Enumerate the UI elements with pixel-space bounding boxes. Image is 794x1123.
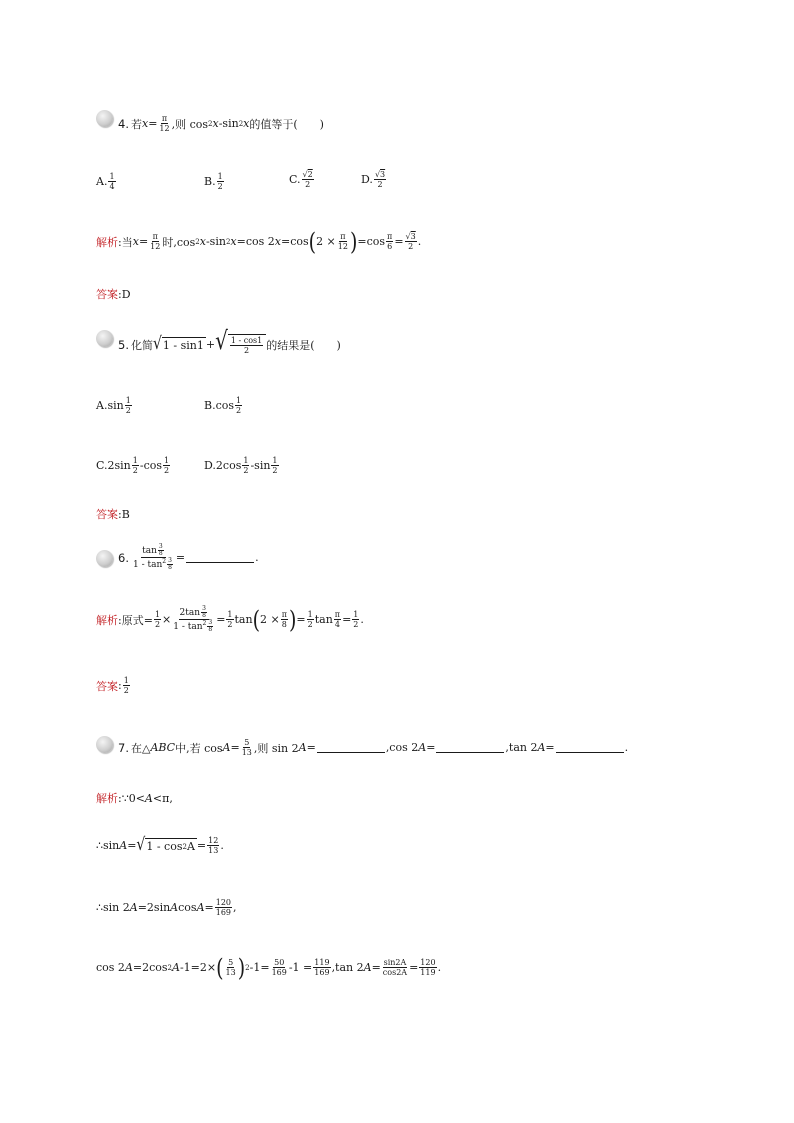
den: 2 [377, 180, 383, 189]
text: 2 × [260, 613, 280, 626]
var: x [230, 235, 237, 248]
text: 1 - tan [132, 560, 163, 570]
option-label: C.2sin [96, 459, 131, 472]
text: + [205, 338, 216, 351]
num: 1 [123, 676, 129, 685]
var: A [537, 741, 546, 754]
option-d [361, 170, 387, 189]
paren: ( [252, 605, 260, 634]
radicand: 1 - sin1 [162, 339, 204, 352]
den: 2 [243, 466, 249, 475]
option-label: A.sin [96, 399, 124, 412]
option-b [204, 172, 225, 191]
num: 3 [158, 543, 163, 550]
fraction [132, 456, 139, 475]
fraction [242, 456, 249, 475]
question-bullet-icon [96, 736, 113, 753]
option-d [204, 456, 280, 475]
den: 169 [271, 968, 287, 977]
fraction [352, 610, 359, 629]
sqrt [152, 333, 206, 354]
fraction [271, 456, 278, 475]
text: -1= [249, 961, 270, 974]
text: tan [314, 613, 333, 626]
text: :原式= [118, 613, 153, 627]
fraction [405, 232, 417, 251]
fraction [419, 958, 436, 977]
text: =cos [357, 235, 386, 248]
question-number: 7. [118, 740, 129, 755]
text: =cos [280, 235, 309, 248]
question-6-stem [118, 544, 259, 571]
text: = [371, 961, 381, 974]
var: A [418, 741, 427, 754]
den: 13 [241, 748, 252, 757]
text: =cos 2 [236, 235, 275, 248]
text: -1 = [288, 961, 313, 974]
radical-sign: √ [152, 333, 162, 354]
num: 1 [227, 610, 233, 619]
text: . [220, 839, 224, 852]
text: = [409, 961, 419, 974]
text: 中,若 cos [175, 741, 223, 755]
text: = [175, 551, 186, 564]
option-c [289, 170, 315, 189]
option-label: D.2cos [204, 459, 242, 472]
sqrt [136, 834, 196, 855]
text: :当 [118, 235, 133, 249]
num: 1 [243, 456, 249, 465]
den: 4 [109, 182, 115, 191]
den: 4 [334, 620, 340, 629]
den: 2 [164, 466, 170, 475]
num: sin2A [383, 958, 407, 967]
den: 2 [154, 620, 161, 629]
den: 13 [208, 846, 219, 855]
var: A [186, 840, 195, 853]
den: 8 [281, 620, 287, 629]
var: x [212, 117, 219, 130]
fraction [167, 558, 173, 571]
num: 3 [208, 619, 213, 626]
var: A [170, 901, 179, 914]
text: 在△ [130, 741, 151, 755]
radicand: 1 - cos 2 A [146, 840, 195, 853]
text: 2 × [316, 235, 336, 248]
paren: ) [237, 953, 246, 982]
fraction [172, 606, 215, 633]
answer-blank-cos2a[interactable] [436, 742, 504, 753]
num: 1 [125, 396, 131, 405]
num: π [387, 232, 393, 241]
fraction [235, 396, 242, 415]
fraction [123, 676, 130, 695]
text: 时,cos [162, 235, 196, 249]
den: 119 [420, 968, 436, 977]
den: 2 [236, 406, 242, 415]
option-a [96, 172, 117, 191]
question-number: 5. [118, 337, 129, 352]
text: ,tan 2 [505, 741, 538, 754]
fraction [158, 544, 164, 557]
solution-label: 解析 [96, 235, 118, 249]
option-label: B. [204, 175, 216, 188]
text: 化简 [130, 338, 153, 352]
text: : [118, 679, 122, 692]
fraction [281, 610, 288, 629]
radicand: 3 [410, 232, 416, 241]
exp: 2 [202, 620, 207, 627]
num: √3 [374, 170, 386, 179]
num: 1 [217, 172, 223, 181]
question-6-solution [96, 606, 364, 633]
text: = [127, 839, 137, 852]
fraction [241, 738, 253, 757]
den: 8 [168, 564, 172, 571]
question-bullet-icon [96, 110, 113, 127]
var: A [119, 839, 128, 852]
text: = [230, 741, 240, 754]
var: A [124, 961, 133, 974]
fraction [207, 836, 219, 855]
den: 2 [132, 466, 138, 475]
text: . [417, 235, 422, 248]
num: 1 [132, 456, 138, 465]
text: 1 - tan [173, 622, 203, 632]
fraction [158, 114, 170, 133]
den: 169 [215, 908, 232, 917]
radicand: 3 [380, 170, 386, 179]
var: A [196, 901, 205, 914]
question-7-solution-line-4: cos 2 A =2cos 2 A -1=2× ( $\frac{5}{13}$ ) 2 -1= $\frac{50}{169}$ -1 = $\frac{119}{169}$ ,tan 2 A = $\frac{\sin 2A}{\cos 2A}$ = $\frac{120}{119}$ . [96, 953, 442, 982]
num: π [281, 610, 287, 619]
fraction [230, 336, 263, 355]
text: ∴sin [96, 839, 120, 852]
den: 2 [125, 406, 131, 415]
text: ,tan 2 [331, 961, 364, 974]
var: x [274, 235, 281, 248]
question-5-answer [96, 506, 130, 522]
var: A [363, 961, 372, 974]
var: x [132, 235, 139, 248]
text: = [204, 901, 214, 914]
question-7-stem [118, 738, 628, 757]
fraction [313, 958, 330, 977]
num: 120 [215, 898, 232, 907]
text: . [437, 961, 442, 974]
text: -sin [218, 117, 239, 130]
text: = [394, 235, 404, 248]
var: x [199, 235, 206, 248]
sqrt [215, 325, 266, 356]
num: 3 [168, 557, 172, 564]
den: 169 [314, 968, 330, 977]
num: 5 [228, 958, 234, 967]
text: cos [178, 901, 197, 914]
num [179, 606, 209, 620]
text: . [624, 741, 629, 754]
fraction [163, 456, 170, 475]
text: = [545, 741, 555, 754]
text: tan [142, 546, 157, 556]
num: 5 [244, 738, 250, 747]
fraction [201, 606, 207, 619]
fraction [386, 232, 393, 251]
var: A [222, 741, 231, 754]
num: 3 [202, 605, 206, 612]
text: 2tan [179, 608, 201, 618]
radicand [228, 334, 266, 355]
den: 2 [307, 620, 313, 629]
den: 2 [305, 180, 311, 189]
fraction [108, 172, 115, 191]
fraction [149, 232, 161, 251]
answer-blank-tan2a[interactable] [556, 742, 624, 753]
fraction [132, 544, 175, 571]
num: 1 [236, 396, 242, 405]
answer-label: 答案 [96, 508, 118, 521]
text: ∴sin 2 [96, 901, 130, 914]
fraction [307, 610, 314, 629]
fraction [337, 232, 349, 251]
text: × [162, 613, 172, 626]
question-5-stem [118, 325, 341, 356]
den: cos2A [382, 968, 408, 977]
den: 13 [225, 968, 236, 977]
text: ,cos 2 [385, 741, 419, 754]
den: 2 [408, 242, 414, 251]
text: . [360, 613, 364, 626]
den: 2 [227, 620, 233, 629]
question-7-solution-line-1 [96, 790, 173, 806]
fraction [217, 172, 224, 191]
var: A [298, 741, 307, 754]
option-label: A. [96, 175, 108, 188]
num: 1 [109, 172, 115, 181]
den: 12 [150, 242, 161, 251]
fraction [226, 610, 233, 629]
num: 1 [164, 456, 170, 465]
paren: ( [308, 227, 317, 256]
answer-value: :D [118, 287, 131, 301]
text: ,则 cos [171, 117, 209, 131]
num: 119 [314, 958, 330, 967]
text: , [233, 901, 237, 914]
text: = [306, 741, 316, 754]
num: 50 [274, 958, 285, 967]
fraction [225, 958, 237, 977]
text: 若 [130, 117, 142, 131]
var: A [129, 901, 138, 914]
fraction [271, 958, 288, 977]
text: = [296, 613, 306, 626]
question-bullet-icon [96, 550, 113, 567]
text: = [216, 613, 226, 626]
question-7-solution-line-3 [96, 898, 237, 917]
option-label: D. [361, 173, 373, 186]
text: = [426, 741, 436, 754]
radical-sign: √ [136, 834, 146, 855]
den: 8 [208, 626, 213, 633]
question-4-answer [96, 286, 131, 302]
text: . [255, 551, 259, 564]
text: -cos [139, 459, 163, 472]
text: =2sin [137, 901, 171, 914]
question-6-answer [96, 676, 131, 695]
answer-label: 答案 [96, 679, 118, 693]
den [132, 558, 175, 571]
var: ABC [150, 741, 176, 754]
text: <π, [152, 791, 173, 805]
question-bullet-icon [96, 330, 113, 347]
text: 的结果是( ) [266, 338, 341, 352]
text: =2cos [132, 961, 168, 974]
text: :∵0< [118, 791, 145, 805]
fraction [334, 610, 341, 629]
den: 8 [202, 612, 206, 619]
var: A [172, 961, 180, 974]
solution-label: 解析 [96, 792, 118, 805]
num [141, 544, 166, 558]
option-c [96, 456, 171, 475]
var: A [144, 791, 153, 805]
solution-label: 解析 [96, 613, 118, 627]
paren: ) [349, 227, 358, 256]
text: -sin [250, 459, 271, 472]
text: tan [234, 613, 253, 626]
num: π [340, 232, 346, 241]
num: 1 [154, 610, 161, 619]
fraction [374, 170, 386, 189]
den: 12 [337, 242, 348, 251]
text: ,则 sin 2 [253, 741, 299, 755]
text: = [148, 117, 158, 130]
text: 的值等于( ) [249, 117, 324, 131]
question-7-solution-line-2 [96, 836, 224, 855]
fraction [382, 958, 408, 977]
den: 6 [387, 242, 393, 251]
var: x [141, 117, 149, 130]
answer-value: :B [118, 507, 130, 521]
fraction [125, 396, 132, 415]
num: π [334, 610, 341, 619]
num: π [161, 114, 168, 123]
num: π [152, 232, 158, 241]
num: √2 [302, 170, 313, 179]
fraction [302, 170, 314, 189]
text: -sin [205, 235, 226, 248]
num: 1 [353, 610, 359, 619]
option-label: B.cos [204, 399, 235, 412]
fraction [154, 610, 161, 629]
den: 2 [353, 620, 359, 629]
question-number: 4. [118, 116, 129, 131]
den: 2 [272, 466, 278, 475]
den: 2 [123, 686, 129, 695]
text: 1 - cos [146, 840, 183, 853]
question-number: 6. [118, 550, 129, 565]
question-4-solution: 解析 :当 x = $\frac{\pi}{12}$ 时,cos 2 x -sin 2 x =cos 2 x =cos ( 2 × $\frac{\pi}{12}$ ) =cos $\frac{\pi}{6}$ = $\frac{√3}{2}$ . [96, 227, 422, 256]
num: 12 [208, 836, 219, 845]
exp: 2 [162, 558, 167, 565]
den: 2 [217, 182, 223, 191]
radical-sign: √ [215, 325, 228, 356]
question-4-stem: 4. 若 x = $\frac{\pi}{12}$ ,则 cos 2 x -sin 2 x 的值等于( ) [118, 114, 324, 133]
fraction [215, 898, 232, 917]
text: = [342, 613, 352, 626]
option-b [204, 396, 243, 415]
num: √3 [405, 232, 416, 241]
text: = [196, 839, 207, 852]
option-label: C. [289, 173, 301, 186]
den: 8 [158, 550, 163, 557]
paren: ( [216, 953, 224, 982]
fraction [207, 620, 213, 633]
text: = [138, 235, 149, 248]
text: -1=2× [179, 961, 217, 974]
den: 12 [159, 124, 170, 133]
radicand: 2 [307, 170, 313, 179]
num: 1 [307, 610, 313, 619]
answer-blank[interactable] [186, 552, 254, 563]
var: x [243, 117, 250, 130]
option-a [96, 396, 133, 415]
num: 1 [272, 456, 278, 465]
num: 1 - cos1 [230, 336, 263, 345]
paren: ) [288, 605, 297, 634]
den: 2 [243, 346, 250, 355]
answer-blank-sin2a[interactable] [317, 742, 385, 753]
den [172, 620, 215, 633]
answer-label: 答案 [96, 288, 118, 301]
text: cos 2 [96, 961, 125, 974]
num: 120 [420, 958, 436, 967]
